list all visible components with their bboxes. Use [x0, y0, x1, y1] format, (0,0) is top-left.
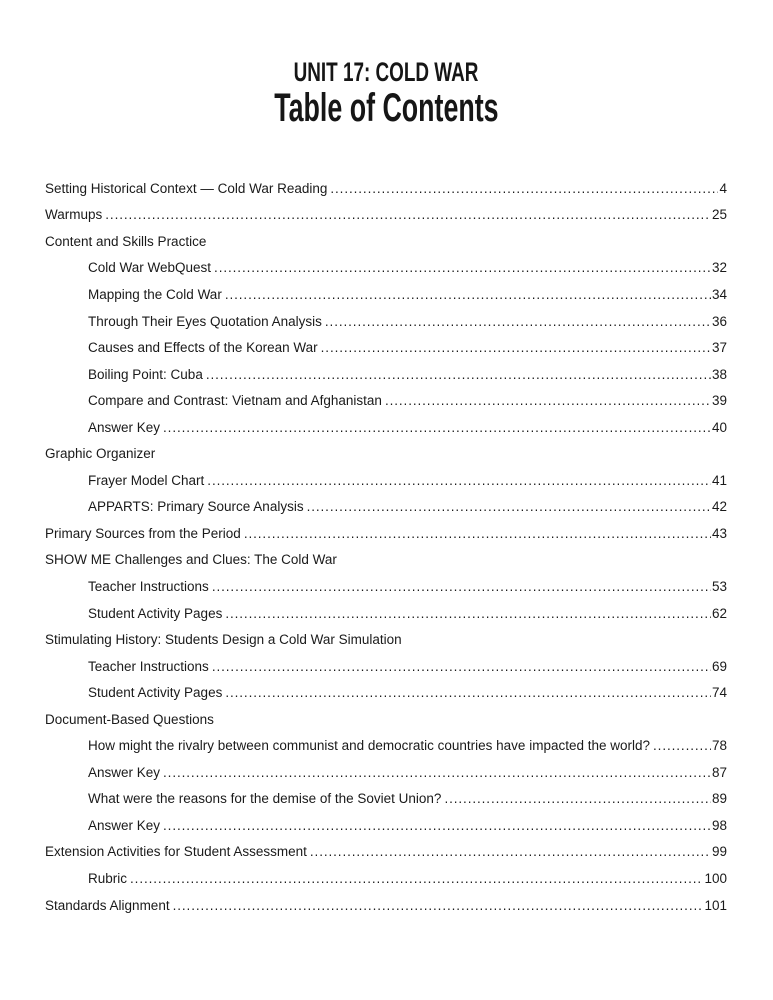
- toc-entry-label: APPARTS: Primary Source Analysis: [88, 499, 304, 515]
- toc-entry-page: 39: [711, 393, 727, 409]
- toc-entry: [45, 202, 727, 229]
- toc-dot-leader: [653, 737, 711, 754]
- toc-entry: [45, 706, 727, 733]
- toc-dot-leader: [207, 472, 711, 489]
- toc-entry-page: 43: [711, 525, 727, 541]
- toc-entry-page: 87: [711, 764, 727, 780]
- toc-dot-leader: [130, 870, 703, 887]
- toc-entry-page: 62: [711, 605, 727, 621]
- toc-dot-leader: [105, 206, 711, 223]
- toc-entry-label: Content and Skills Practice: [45, 233, 207, 249]
- toc-entry-label: Setting Historical Context — Cold War Reading: [45, 180, 328, 196]
- toc-entry: [45, 520, 727, 547]
- toc-entry-label: Teacher Instructions: [88, 578, 209, 594]
- toc-entry-label: Student Activity Pages: [88, 605, 223, 621]
- toc-entry: [45, 414, 727, 441]
- toc-entry-label: Boiling Point: Cuba: [88, 366, 203, 382]
- table-of-contents: [45, 128, 727, 918]
- toc-entry-page: 40: [711, 419, 727, 435]
- toc-entry-label: What were the reasons for the demise of the Soviet Union?: [88, 791, 442, 807]
- toc-entry: [45, 573, 727, 600]
- toc-entry-page: 32: [711, 260, 727, 276]
- toc-entry-label: SHOW ME Challenges and Clues: The Cold War: [45, 552, 337, 568]
- toc-entry: [45, 494, 727, 521]
- toc-entry-page: 25: [711, 207, 727, 223]
- toc-entry: [45, 839, 727, 866]
- toc-entry: [45, 653, 727, 680]
- toc-dot-leader: [206, 366, 711, 383]
- toc-entry: [45, 547, 727, 574]
- toc-entry-page: 101: [704, 897, 727, 913]
- toc-dot-leader: [163, 817, 711, 834]
- toc-entry: [45, 732, 727, 759]
- toc-dot-leader: [321, 339, 711, 356]
- toc-entry-page: 89: [711, 791, 727, 807]
- toc-dot-leader: [225, 605, 711, 622]
- toc-entry-page: 37: [711, 340, 727, 356]
- toc-entry-label: Primary Sources from the Period: [45, 525, 241, 541]
- title-block: [0, 0, 773, 128]
- toc-entry: [45, 679, 727, 706]
- toc-dot-leader: [212, 578, 711, 595]
- page-title-text: Table of Contents: [274, 86, 499, 130]
- toc-entry: [45, 812, 727, 839]
- toc-entry-label: Graphic Organizer: [45, 446, 156, 462]
- toc-entry-label: Mapping the Cold War: [88, 286, 222, 302]
- toc-entry: [45, 759, 727, 786]
- toc-dot-leader: [325, 313, 711, 330]
- toc-entry-page: 98: [711, 817, 727, 833]
- toc-entry-label: Compare and Contrast: Vietnam and Afghanistan: [88, 393, 382, 409]
- toc-dot-leader: [212, 658, 711, 675]
- toc-entry-label: How might the rivalry between communist and democratic countries have impacted the world?: [88, 738, 651, 754]
- toc-entry-label: Standards Alignment: [45, 897, 170, 913]
- toc-entry-page: 38: [711, 366, 727, 382]
- toc-dot-leader: [173, 897, 704, 914]
- toc-dot-leader: [225, 286, 711, 303]
- toc-entry-label: Frayer Model Chart: [88, 472, 205, 488]
- toc-entry-page: 69: [711, 658, 727, 674]
- toc-entry: [45, 175, 727, 202]
- toc-entry-page: 41: [711, 472, 727, 488]
- toc-entry: [45, 361, 727, 388]
- toc-entry-label: Teacher Instructions: [88, 658, 209, 674]
- toc-dot-leader: [244, 525, 711, 542]
- toc-dot-leader: [225, 684, 711, 701]
- toc-entry-label: Stimulating History: Students Design a Cold War Simulation: [45, 632, 402, 648]
- toc-entry: [45, 387, 727, 414]
- toc-entry-label: Document-Based Questions: [45, 711, 214, 727]
- toc-entry-label: Through Their Eyes Quotation Analysis: [88, 313, 322, 329]
- toc-entry: [45, 865, 727, 892]
- toc-entry: [45, 255, 727, 282]
- toc-dot-leader: [385, 392, 711, 409]
- toc-dot-leader: [163, 764, 711, 781]
- toc-entry-label: Student Activity Pages: [88, 685, 223, 701]
- page-title: [0, 88, 773, 128]
- toc-entry-page: 99: [711, 844, 727, 860]
- toc-dot-leader: [330, 180, 718, 197]
- toc-entry: [45, 892, 727, 919]
- toc-entry: [45, 786, 727, 813]
- toc-entry: [45, 334, 727, 361]
- toc-entry: [45, 626, 727, 653]
- toc-entry-page: 100: [704, 870, 727, 886]
- toc-entry-label: Cold War WebQuest: [88, 260, 212, 276]
- toc-entry: [45, 281, 727, 308]
- toc-entry-label: Answer Key: [88, 764, 161, 780]
- toc-entry-label: Answer Key: [88, 419, 161, 435]
- toc-entry-page: 34: [711, 286, 727, 302]
- toc-entry-label: Rubric: [88, 870, 128, 886]
- toc-dot-leader: [214, 259, 711, 276]
- toc-entry-page: 78: [711, 738, 727, 754]
- toc-dot-leader: [310, 843, 711, 860]
- toc-entry-label: Causes and Effects of the Korean War: [88, 340, 318, 356]
- toc-entry-page: 42: [711, 499, 727, 515]
- toc-entry: [45, 440, 727, 467]
- toc-entry-label: Answer Key: [88, 817, 161, 833]
- toc-entry-page: 4: [719, 180, 727, 196]
- toc-entry-page: 53: [711, 578, 727, 594]
- toc-dot-leader: [163, 419, 711, 436]
- toc-entry: [45, 467, 727, 494]
- unit-title: UNIT 17: COLD WAR: [294, 57, 479, 87]
- toc-entry: [45, 308, 727, 335]
- toc-entry-page: 36: [711, 313, 727, 329]
- toc-entry: [45, 228, 727, 255]
- toc-dot-leader: [307, 498, 711, 515]
- toc-entry-label: Warmups: [45, 207, 103, 223]
- toc-entry-label: Extension Activities for Student Assessment: [45, 844, 307, 860]
- toc-dot-leader: [444, 790, 711, 807]
- toc-entry: [45, 600, 727, 627]
- toc-entry-page: 74: [711, 685, 727, 701]
